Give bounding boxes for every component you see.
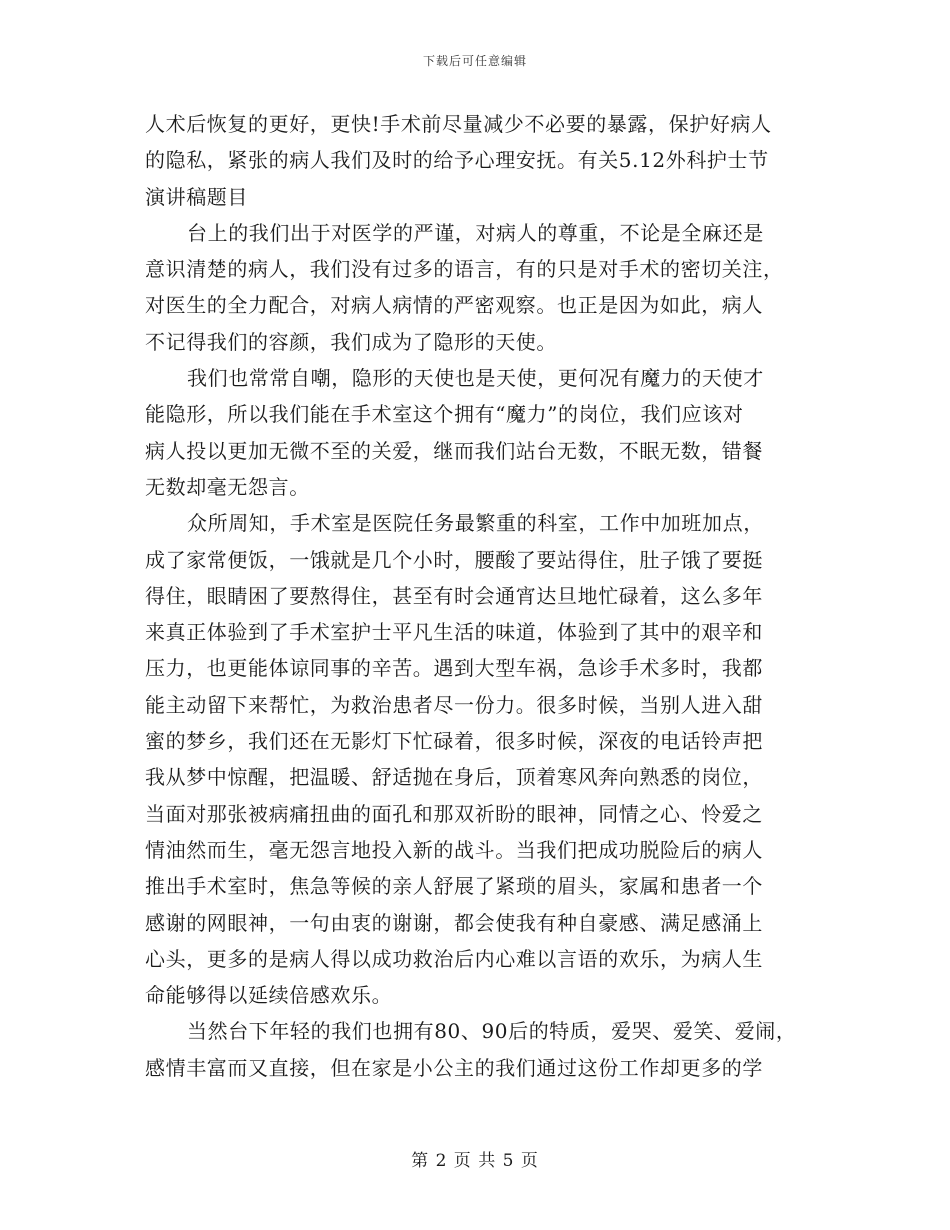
text-line: 压力，也更能体谅同事的辛苦。遇到大型车祸，急诊手术多时，我都	[145, 656, 763, 681]
text-line: 能隐形，所以我们能在手术室这个拥有“魔力”的岗位，我们应该对	[145, 402, 744, 427]
text-line: 当面对那张被病痛扭曲的面孔和那双祈盼的眼神，同情之心、怜爱之	[145, 801, 763, 826]
text-line: 病人投以更加无微不至的关爱，继而我们站台无数，不眠无数，错餐	[145, 438, 763, 463]
text-line: 对医生的全力配合，对病人病情的严密观察。也正是因为如此，病人	[145, 293, 763, 318]
text-line: 命能够得以延续倍感欢乐。	[145, 983, 393, 1008]
paragraph-first-line: 当然台下年轻的我们也拥有80、90后的特质，爱哭、爱笑、爱闹，	[187, 1019, 797, 1044]
text-line: 人术后恢复的更好，更快!手术前尽量减少不必要的暴露，保护好病人	[145, 112, 772, 136]
text-line: 演讲稿题目	[145, 184, 248, 209]
text-line: 能主动留下来帮忙，为救治患者尽一份力。很多时候，当别人进入甜	[145, 692, 763, 717]
text-line: 我从梦中惊醒，把温暖、舒适抛在身后，顶着寒风奔向熟悉的岗位，	[145, 765, 763, 790]
text-line: 来真正体验到了手术室护士平凡生活的味道，体验到了其中的艰辛和	[145, 620, 763, 645]
text-line: 不记得我们的容颜，我们成为了隐形的天使。	[145, 329, 557, 354]
text-line: 无数却毫无怨言。	[145, 474, 310, 499]
text-line: 情油然而生，毫无怨言地投入新的战斗。当我们把成功脱险后的病人	[145, 837, 763, 862]
text-line: 蜜的梦乡，我们还在无影灯下忙碌着，很多时候，深夜的电话铃声把	[145, 729, 763, 754]
text-line: 推出手术室时，焦急等候的亲人舒展了紧琐的眉头，家属和患者一个	[145, 874, 763, 899]
paragraph-first-line: 众所周知，手术室是医院任务最繁重的科室，工作中加班加点，	[187, 511, 764, 536]
page-footer: 第 2 页 共 5 页	[411, 1151, 539, 1171]
text-line: 意识清楚的病人，我们没有过多的语言，有的只是对手术的密切关注，	[145, 257, 784, 282]
paragraph-first-line: 我们也常常自嘲，隐形的天使也是天使，更何况有魔力的天使才	[187, 366, 764, 391]
paragraph-first-line: 台上的我们出于对医学的严谨，对病人的尊重，不论是全麻还是	[187, 220, 764, 245]
document-body	[145, 106, 835, 1086]
page-header: 下载后可任意编辑	[422, 54, 527, 68]
text-line: 成了家常便饭，一饿就是几个小时，腰酸了要站得住，肚子饿了要挺	[145, 547, 763, 572]
text-line: 心头，更多的是病人得以成功救治后内心难以言语的欢乐，为病人生	[145, 946, 763, 971]
text-line: 得住，眼睛困了要熬得住，甚至有时会通宵达旦地忙碌着，这么多年	[145, 583, 763, 608]
text-line: 感谢的网眼神，一句由衷的谢谢，都会使我有种自豪感、满足感涌上	[145, 910, 763, 935]
text-line: 感情丰富而又直接，但在家是小公主的我们通过这份工作却更多的学	[145, 1055, 763, 1080]
text-line: 的隐私，紧张的病人我们及时的给予心理安抚。有关5.12外科护士节	[145, 148, 769, 173]
